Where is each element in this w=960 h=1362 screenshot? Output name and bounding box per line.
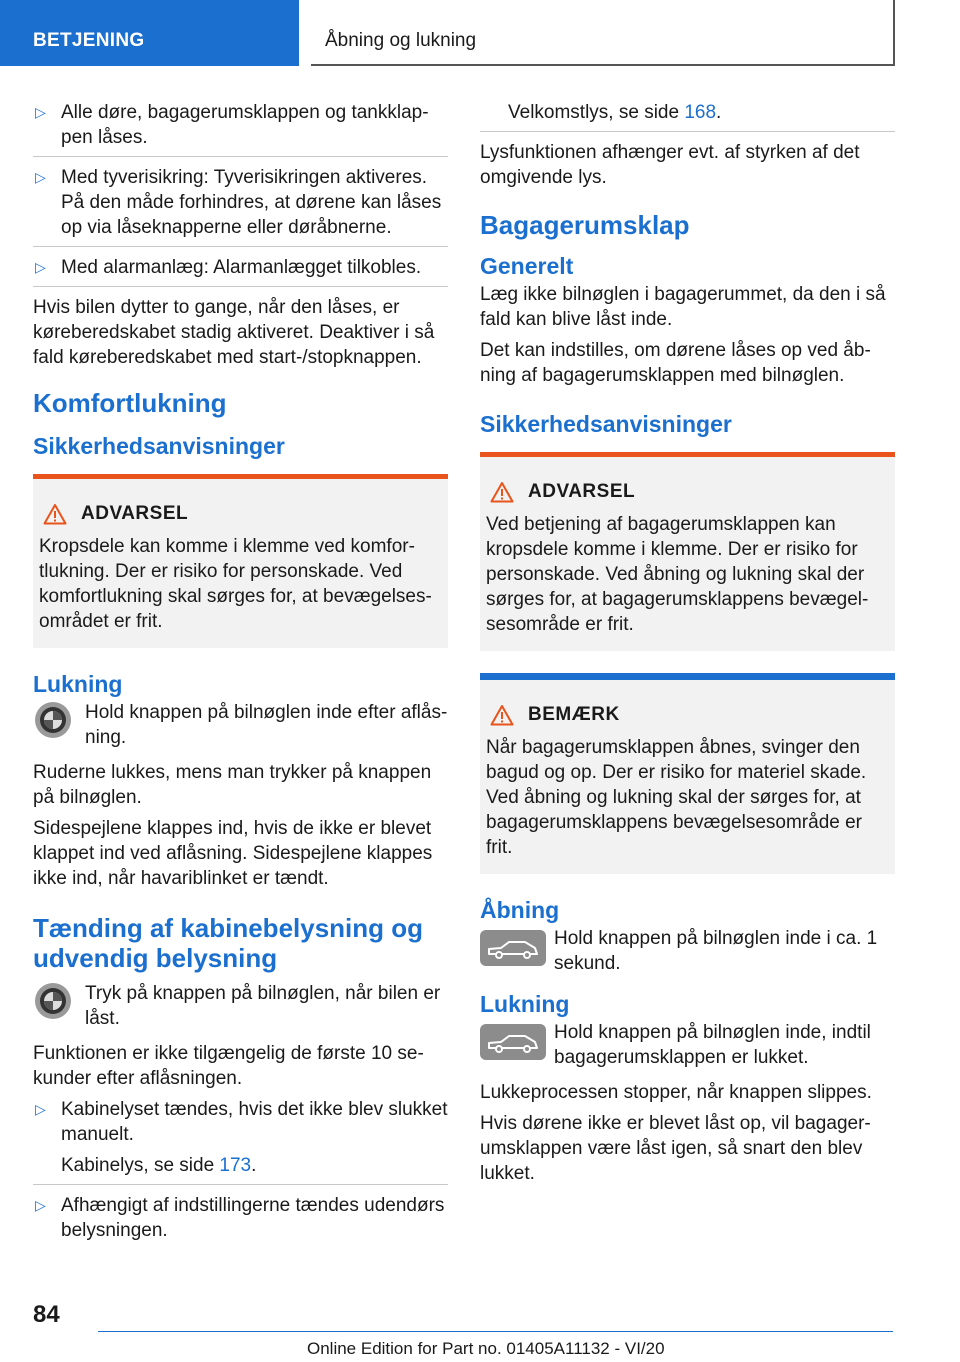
warning-triangle-icon	[43, 503, 67, 525]
warning-text: Kropsdele kan komme i klemme ved komfortlukning. Der er risiko for personskade. Ved komfortlukning skal sørges for, at bevægelsesområdet er frit.	[39, 536, 432, 632]
bullet-item: ▷ Afhængigt af indstillingerne tændes udendørs belysningen.	[35, 1195, 445, 1241]
paragraph: Det kan indstilles, om dørene låses op ved åbning af bagagerumsklappen med bilnøglen.	[480, 340, 871, 386]
paragraph: Ruderne lukkes, mens man trykker på knappen på bilnøglen.	[33, 762, 432, 808]
chapter-title: Åbning og lukning	[325, 30, 477, 51]
note-title: BEMÆRK	[528, 704, 620, 725]
page-link[interactable]: 168	[684, 102, 717, 123]
warning-box	[480, 452, 895, 651]
heading-sikkerhedsanvisninger: Sikkerhedsanvisninger	[480, 411, 732, 437]
heading-lukning: Lukning	[480, 991, 570, 1017]
warning-box	[33, 474, 448, 648]
tailgate-instruction: Hold knappen på bilnøglen inde, indtil bagagerumsklappen er lukket.	[480, 1020, 895, 1070]
tailgate-key-icon	[480, 1024, 546, 1060]
bullet-triangle-icon: ▷	[35, 104, 46, 120]
warning-triangle-icon	[490, 481, 514, 503]
left-column	[33, 100, 448, 1249]
heading-lukning: Lukning	[33, 671, 123, 697]
key-instruction: Hold knappen på bilnøglen inde efter aflåsning.	[33, 700, 448, 750]
warning-triangle-icon	[490, 704, 514, 726]
paragraph: Læg ikke bilnøglen i bagagerummet, da den i så fald kan blive låst inde.	[480, 284, 886, 330]
tailgate-instruction: Hold knappen på bilnøglen inde i ca. 1 sekund.	[480, 926, 895, 976]
right-column	[480, 100, 895, 1192]
paragraph: Sidespejlene klappes ind, hvis de ikke er blevet klappet ind ved aflåsning. Sidespejlene klappes ikke ind, når havariblinket er tændt.	[33, 818, 433, 889]
paragraph: Funktionen er ikke tilgængelig de første 10 sekunder efter aflåsningen.	[33, 1043, 424, 1089]
section-title: BETJENING	[33, 30, 145, 51]
chapter-header	[311, 0, 895, 66]
footer-divider	[98, 1331, 893, 1332]
heading-komfortlukning: Komfortlukning	[33, 388, 227, 418]
bmw-key-icon	[33, 981, 73, 1021]
section-tab	[0, 0, 299, 66]
paragraph: Hvis bilen dytter to gange, når den låses, er køreberedskabet stadig aktiveret. Deaktiver i så fald køreberedskabet med start-/stopknappen.	[33, 297, 435, 368]
bullet-item: ▷ Alle døre, bagagerumsklappen og tankklappen låses.	[33, 100, 448, 157]
paragraph: Hvis dørene ikke er blevet låst op, vil bagagerumsklappen være låst igen, så snart den blev lukket.	[480, 1113, 871, 1184]
bmw-key-icon	[33, 700, 73, 740]
cross-reference: Velkomstlys, se side 168.	[480, 100, 895, 132]
note-text: Når bagagerumsklappen åbnes, svinger den bagud og op. Der er risiko for materiel skade. Ved åbning og lukning skal der sørges for, at bagagerumsklappens bevægelsesområde er frit.	[486, 737, 867, 858]
paragraph: Lukkeprocessen stopper, når knappen slippes.	[480, 1082, 872, 1103]
note-box	[480, 673, 895, 874]
page-link[interactable]: 173	[219, 1155, 252, 1176]
tailgate-key-icon	[480, 930, 546, 966]
key-instruction: Tryk på knappen på bilnøglen, når bilen er låst.	[33, 981, 448, 1031]
warning-text: Ved betjening af bagagerumsklappen kan kropsdele komme i klemme. Der er risiko for personskade. Ved åbning og lukning skal der sørges for, at bagagerumsklappens bevægelsesområde er frit.	[486, 514, 869, 635]
heading-generelt: Generelt	[480, 253, 574, 279]
warning-title: ADVARSEL	[81, 503, 189, 524]
edition-text: Online Edition for Part no. 01405A11132 - VI/20	[307, 1339, 665, 1358]
cross-reference: Kabinelys, se side 173.	[33, 1153, 448, 1185]
bullet-triangle-icon: ▷	[35, 169, 46, 185]
bullet-item: ▷ Med tyverisikring: Tyverisikringen aktiveres. På den måde forhindres, at dørene kan låses op via låseknapperne eller døråbnerne.	[33, 165, 448, 247]
heading-taending: Tænding af kabinebelysning og udvendig belysning	[33, 913, 424, 973]
heading-bagagerumsklap: Bagagerumsklap	[480, 210, 690, 240]
bullet-item: ▷ Kabinelyset tændes, hvis det ikke blev slukket manuelt.	[35, 1099, 448, 1145]
warning-title: ADVARSEL	[528, 481, 636, 502]
heading-aabning: Åbning	[480, 897, 560, 923]
paragraph: Lysfunktionen afhænger evt. af styrken af det omgivende lys.	[480, 142, 860, 188]
heading-sikkerhedsanvisninger: Sikkerhedsanvisninger	[33, 433, 285, 459]
bullet-item: ▷ Med alarmanlæg: Alarmanlægget tilkobles.	[33, 255, 448, 287]
page-number: 84	[33, 1301, 60, 1328]
bullet-triangle-icon: ▷	[35, 259, 46, 275]
bullet-triangle-icon: ▷	[35, 1101, 46, 1117]
bullet-triangle-icon: ▷	[35, 1197, 46, 1213]
